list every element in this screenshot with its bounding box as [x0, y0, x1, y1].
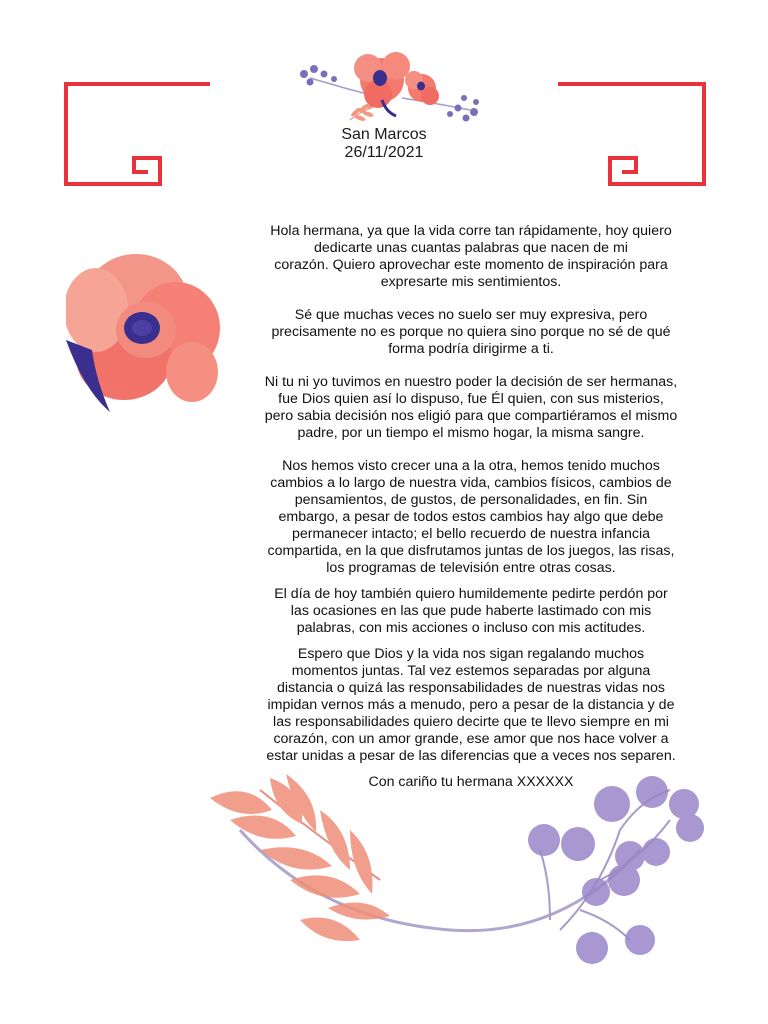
letter-closing: Con cariño tu hermana XXXXXX: [368, 774, 574, 790]
poppy-flower-icon: [66, 240, 226, 420]
paragraph: Nos hemos visto crecer una a la otra, hemos tenido muchos cambios a lo largo de nuestra vida, cambios físicos, cambios de pensamientos, de gustos, de personalidades, en fin. Sin embargo, a pesar de todos estos cambios hay algo que debe permanecer intacto; el bello recuerdo de nuestra infancia compartida, en la que disfrutamos juntas de los juegos, las risas, los programas de televisión entre otras cosas.: [267, 458, 675, 576]
frame-corner-top-left: [60, 78, 220, 193]
date-text: 26/11/2021: [344, 144, 424, 161]
letter-header: [234, 126, 534, 162]
leaf-berry-branch-icon: [200, 770, 720, 990]
frame-corner-top-right: [552, 78, 712, 193]
place-text: San Marcos: [341, 126, 427, 143]
paragraph: Sé que muchas veces no suelo ser muy expresiva, pero precisamente no es porque no quiera sino porque no sé de qué forma podría dirigirme a ti.: [271, 307, 671, 357]
paragraph: Ni tu ni yo tuvimos en nuestro poder la decisión de ser hermanas, fue Dios quien así lo dispuso, fue Él quien, con sus misterios, pero sabia decisión nos eligió para que compartiéramos el mismo padre, por un tiempo el mismo hogar, la misma sangre.: [264, 374, 678, 441]
paragraph: Hola hermana, ya que la vida corre tan rápidamente, hoy quiero dedicarte unas cuantas palabras que nacen de mi corazón. Quiero aprovechar este momento de inspiración para expresarte mis sentimientos.: [270, 223, 672, 290]
paragraph: Espero que Dios y la vida nos sigan regalando muchos momentos juntas. Tal vez estemos separadas por alguna distancia o quizá las responsabilidades de nuestras vidas nos impidan vernos más a menudo, pero a pesar de la distancia y de las responsabilidades quiero decirte que te llevo siempre en mi corazón, con un amor grande, ese amor que nos hace volver a estar unidas a pesar de las diferencias que a veces nos separen.: [266, 646, 676, 764]
letter-body: [240, 223, 702, 791]
poppy-bouquet-icon: [290, 38, 490, 130]
paragraph: El día de hoy también quiero humildemente pedirte perdón por las ocasiones en las que pude haberte lastimado con mis palabras, con mis acciones o incluso con mis actitudes.: [274, 586, 668, 636]
